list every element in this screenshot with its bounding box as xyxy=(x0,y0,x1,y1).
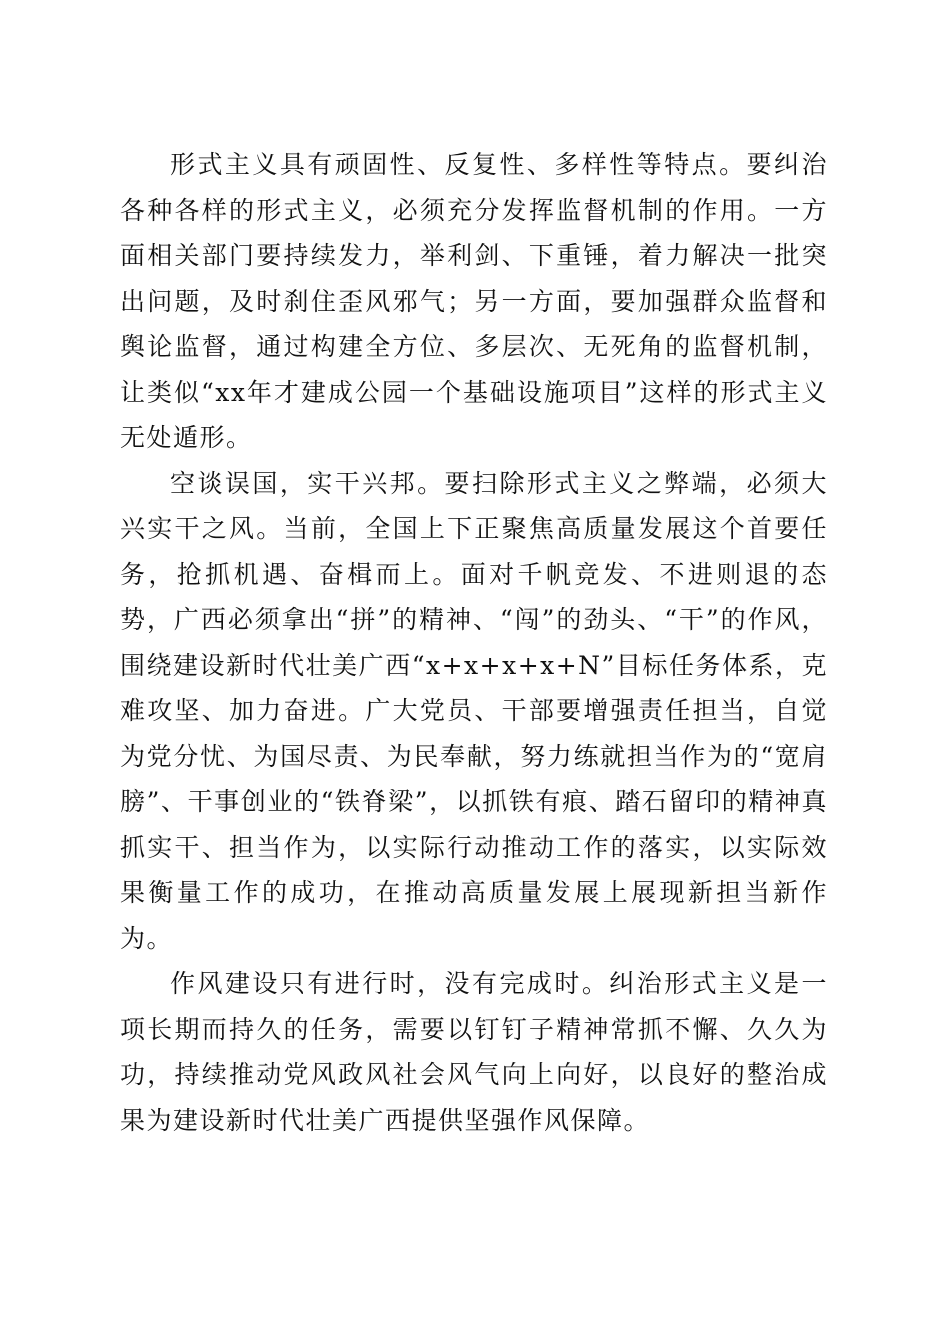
paragraph-conduct-building: 作风建设只有进行时，没有完成时。纠治形式主义是一项长期而持久的任务，需要以钉钉子精神常抓不懈、久久为功，持续推动党风政风社会风气向上向好，以良好的整治成果为建设新时代壮美广西提供坚强作风保障。 xyxy=(120,969,828,1135)
paragraph-supervision: 形式主义具有顽固性、反复性、多样性等特点。要纠治各种各样的形式主义，必须充分发挥监督机制的作用。一方面相关部门要持续发力，举利剑、下重锤，着力解决一批突出问题，及时刹住歪风邪气；另一方面，要加强群众监督和舆论监督，通过构建全方位、多层次、无死角的监督机制，让类似“xx年才建成公园一个基础设施项目”这样的形式主义无处遁形。 xyxy=(120,150,828,452)
paragraph-hard-work: 空谈误国，实干兴邦。要扫除形式主义之弊端，必须大兴实干之风。当前，全国上下正聚焦高质量发展这个首要任务，抢抓机遇、奋楫而上。面对千帆竞发、不进则退的态势，广西必须拿出“拼”的精神、“闯”的劲头、“干”的作风，围绕建设新时代壮美广西“x+x+x+x+N”目标任务体系，克难攻坚、加力奋进。广大党员、干部要增强责任担当，自觉为党分忧、为国尽责、为民奉献，努力练就担当作为的“宽肩膀”、干事创业的“铁脊梁”，以抓铁有痕、踏石留印的精神真抓实干、担当作为，以实际行动推动工作的落实，以实际效果衡量工作的成功，在推动高质量发展上展现新担当新作为。 xyxy=(120,468,828,953)
document-body xyxy=(120,142,828,1143)
